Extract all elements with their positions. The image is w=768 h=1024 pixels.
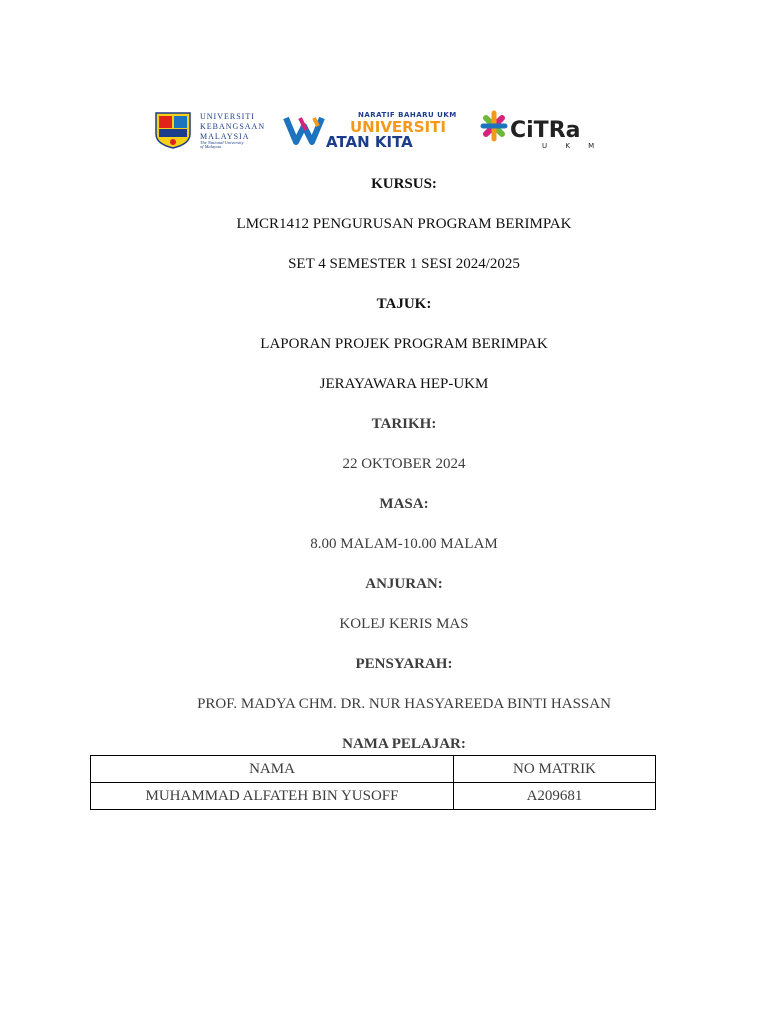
tajuk-line-1: LAPORAN PROJEK PROGRAM BERIMPAK bbox=[260, 336, 548, 352]
logo-strip bbox=[150, 104, 630, 152]
table-header-row bbox=[91, 756, 656, 783]
nama-pelajar-label: NAMA PELAJAR: bbox=[342, 736, 466, 752]
citra-star-logo bbox=[483, 113, 505, 139]
ukm-name-line-1: UNIVERSITI bbox=[200, 112, 255, 121]
kursus-set: SET 4 SEMESTER 1 SESI 2024/2025 bbox=[288, 256, 520, 272]
kursus-label: KURSUS: bbox=[371, 176, 437, 192]
header-nama: NAMA bbox=[91, 756, 454, 783]
ukm-name-line-2: KEBANGSAAN bbox=[200, 122, 266, 131]
ukm-tagline-2: of Malaysia bbox=[200, 144, 222, 149]
logo-banner bbox=[150, 104, 630, 152]
students-table bbox=[90, 755, 656, 810]
anjuran-label: ANJURAN: bbox=[365, 576, 443, 592]
table-row bbox=[91, 783, 656, 810]
tajuk-line-2: JERAYAWARA HEP-UKM bbox=[319, 376, 489, 392]
masa-label: MASA: bbox=[379, 496, 429, 512]
tajuk-label: TAJUK: bbox=[376, 296, 432, 312]
watan-kita-w-logo bbox=[286, 118, 322, 142]
ukm-name-line-3: MALAYSIA bbox=[200, 132, 250, 141]
pensyarah-value: PROF. MADYA CHM. DR. NUR HASYAREEDA BINTI HASSAN bbox=[197, 696, 611, 712]
kursus-code: LMCR1412 PENGURUSAN PROGRAM BERIMPAK bbox=[236, 216, 572, 232]
masa-value: 8.00 MALAM-10.00 MALAM bbox=[310, 536, 498, 552]
ukm-tagline-1: The National University bbox=[200, 140, 244, 145]
naratif-universiti: UNIVERSITI bbox=[350, 118, 446, 136]
tarikh-value: 22 OKTOBER 2024 bbox=[342, 456, 466, 472]
header-no-matrik: NO MATRIK bbox=[454, 756, 656, 783]
ukm-crest-logo bbox=[156, 113, 190, 148]
student-name-cell: MUHAMMAD ALFATEH BIN YUSOFF bbox=[91, 783, 454, 810]
tarikh-label: TARIKH: bbox=[371, 416, 437, 432]
student-matric-cell: A209681 bbox=[454, 783, 656, 810]
anjuran-value: KOLEJ KERIS MAS bbox=[339, 616, 469, 632]
pensyarah-label: PENSYARAH: bbox=[355, 656, 453, 672]
citra-sub: U K M bbox=[542, 142, 603, 150]
naratif-watan-kita: ATAN KITA bbox=[326, 133, 413, 151]
naratif-top-line: NARATIF BAHARU UKM bbox=[358, 111, 457, 119]
citra-wordmark: CiTRa bbox=[510, 118, 581, 143]
